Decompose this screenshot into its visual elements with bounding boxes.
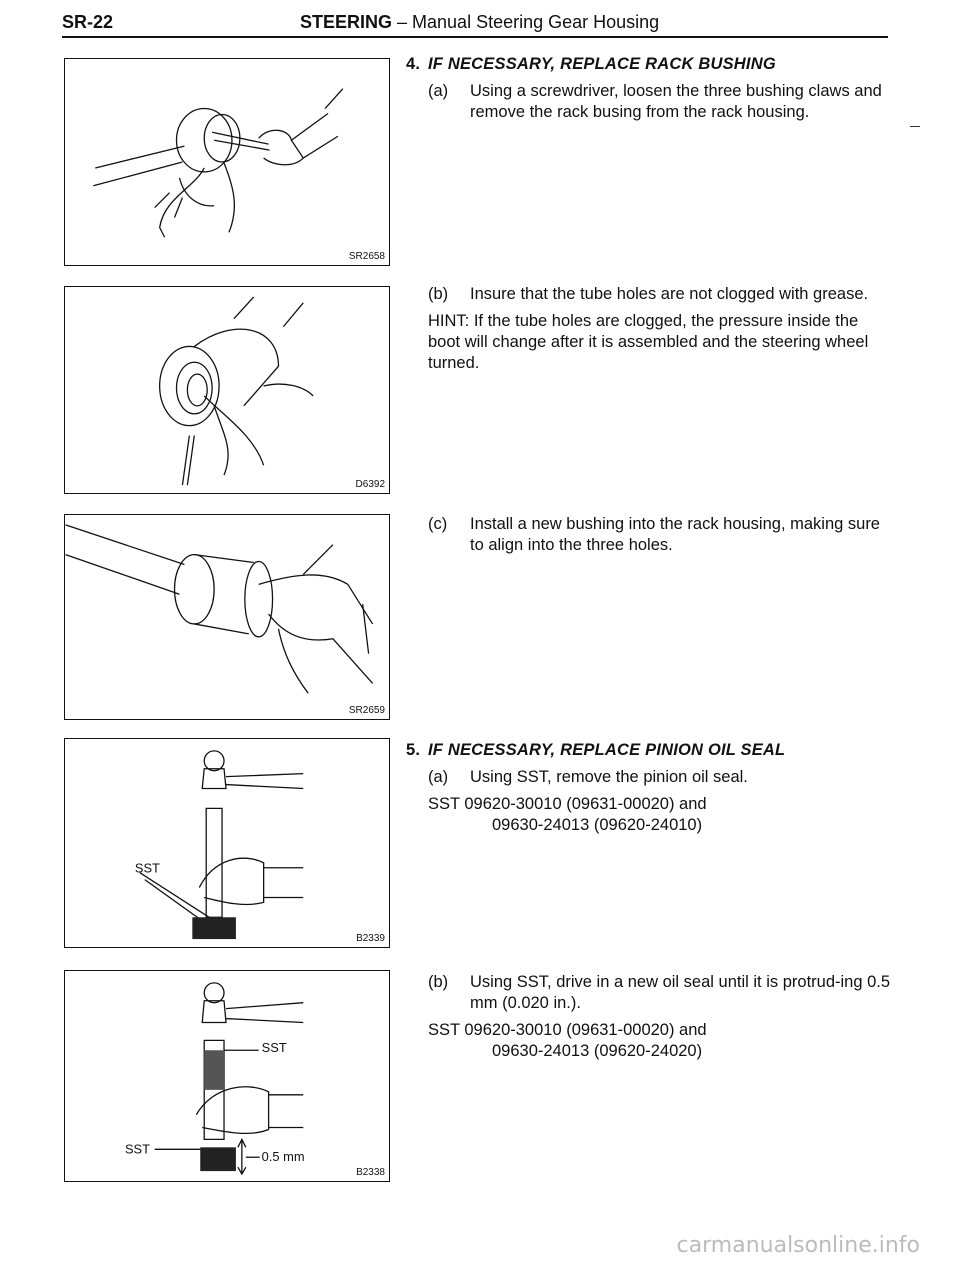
hint-text: HINT: If the tube holes are clogged, the pressure inside the boot will change after it is assembled and the steering wheel turned. [428,312,869,372]
page-header [0,0,960,40]
step-5b: (b) Using SST, drive in a new oil seal until it is protrud-ing 0.5 mm (0.020 in.). [428,973,891,1012]
dimension-label: 0.5 mm [261,1149,305,1165]
sst-label: SST [134,860,160,876]
section-title: STEERING [300,12,393,32]
illustration-screwdriver-bushing [65,59,389,265]
figure-oil-seal-removal [64,738,390,948]
illustration-bushing-install [65,515,389,719]
section-subtitle: – Manual Steering Gear Housing [392,12,660,32]
step-4b-block [406,284,892,374]
footer-watermark: carmanualsonline.info [676,1233,920,1258]
sst-label-upper: SST [261,1040,287,1056]
figure-code: B2338 [356,1167,385,1178]
figure-bushing-install [64,514,390,720]
figure-tube-holes [64,286,390,494]
illustration-tube-holes [65,287,389,493]
step-4c-block [406,514,892,556]
sst-numbers-5b: SST 09620-30010 (09631-00020) and 09630-24013 (09620-24020) [428,1021,707,1060]
figure-code: B2339 [356,933,385,944]
step-5-block [406,740,892,836]
figure-oil-seal-install [64,970,390,1182]
figure-bushing-removal [64,58,390,266]
sst-label-lower: SST [124,1141,150,1157]
step-4-block [406,54,892,123]
step-4c: (c) Install a new bushing into the rack housing, making sure to align into the three holes. [428,515,880,554]
step-4-heading: 4. IF NECESSARY, REPLACE RACK BUSHING [406,55,776,73]
illustration-hammer-sst-install [65,971,389,1181]
step-5b-block [406,972,892,1062]
page-title [300,12,659,33]
header-rule [62,36,888,38]
margin-mark [910,126,920,127]
illustration-hammer-sst-removal [65,739,389,947]
step-4b: (b) Insure that the tube holes are not clogged with grease. [428,285,869,303]
figure-code: SR2659 [348,705,385,716]
step-4a: (a) Using a screwdriver, loosen the three bushing claws and remove the rack busing from the rack housing. [428,82,882,121]
figure-code: D6392 [355,479,385,490]
sst-numbers-5a: SST 09620-30010 (09631-00020) and 09630-24013 (09620-24010) [428,795,707,834]
page-number: SR-22 [62,12,114,32]
figure-code: SR2658 [348,251,385,262]
step-5-heading: 5. IF NECESSARY, REPLACE PINION OIL SEAL [406,741,786,759]
step-5a: (a) Using SST, remove the pinion oil seal. [428,768,748,786]
